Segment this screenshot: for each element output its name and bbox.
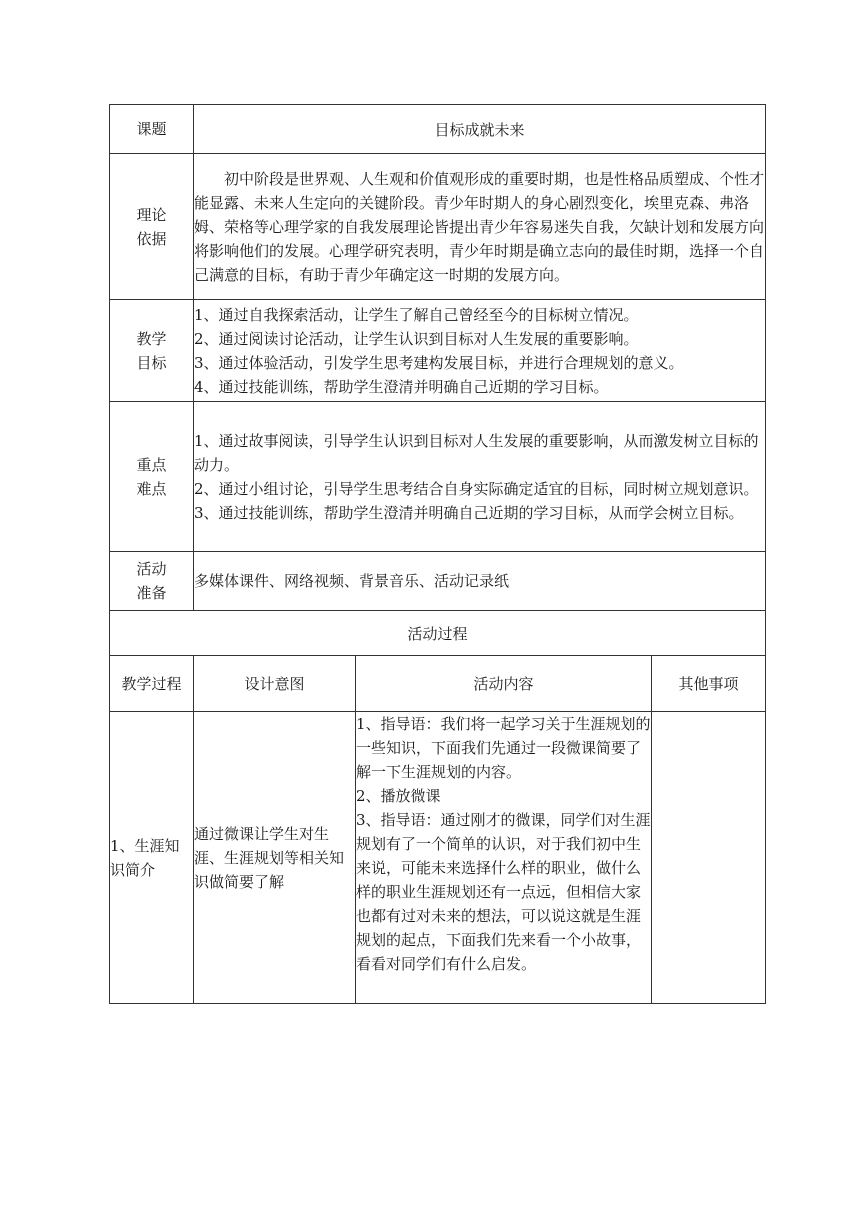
column-header-other: 其他事项 [652, 656, 766, 712]
preparation-row [110, 552, 766, 611]
column-header-intent: 设计意图 [194, 656, 356, 712]
key-point-item: 1、通过故事阅读，引导学生认识到目标对人生发展的重要影响，从而激发树立目标的动力。 [194, 431, 759, 474]
goal-item: 3、通过体验活动，引发学生思考建构发展目标，并进行合理规划的意义。 [194, 353, 684, 372]
theory-text: 初中阶段是世界观、人生观和价值观形成的重要时期，也是性格品质塑成、个性才能显露、未来人生定向的关键阶段。青少年时期人的身心剧烈变化，埃里克森、弗洛姆、荣格等心理学家的自我发展理论皆提出青少年容易迷失自我，欠缺计划和发展方向将影响他们的发展。心理学研究表明，青少年时期是确立志向的最佳时期，选择一个自己满意的目标，有助于青少年确定这一时期的发展方向。 [194, 169, 765, 284]
key-point-item: 3、通过技能训练，帮助学生澄清并明确自己近期的学习目标，从而学会树立目标。 [194, 503, 744, 522]
theory-label-line: 理论 [136, 205, 167, 224]
theory-label [110, 154, 194, 300]
theory-label-line: 依据 [136, 229, 167, 248]
process-intent: 通过微课让学生对生涯、生涯规划等相关知识做简要了解 [194, 712, 356, 1004]
column-header-content: 活动内容 [356, 656, 652, 712]
preparation-label-line: 准备 [136, 584, 167, 602]
column-header-stage: 教学过程 [110, 656, 194, 712]
theory-row [110, 154, 766, 300]
key-points-list [194, 402, 766, 552]
process-title: 活动过程 [110, 611, 766, 656]
preparation-label [110, 552, 194, 611]
goals-label-line: 教学 [136, 329, 167, 348]
process-header-row [110, 656, 766, 712]
key-point-item: 2、通过小组讨论，引导学生思考结合自身实际确定适宜的目标，同时树立规划意识。 [194, 479, 759, 498]
topic-value: 目标成就未来 [194, 105, 766, 154]
preparation-text: 多媒体课件、网络视频、背景音乐、活动记录纸 [194, 552, 766, 611]
goal-item: 4、通过技能训练，帮助学生澄清并明确自己近期的学习目标。 [194, 377, 609, 396]
process-title-row [110, 611, 766, 656]
process-row [110, 712, 766, 1004]
process-content-item: 2、播放微课 [356, 787, 441, 805]
goal-item: 1、通过自我探索活动，让学生了解自己曾经至今的目标树立情况。 [194, 305, 639, 324]
process-content-item: 1、指导语：我们将一起学习关于生涯规划的一些知识，下面我们先通过一段微课简要了解一下生涯规划的内容。 [356, 715, 651, 781]
goal-item: 2、通过阅读讨论活动，让学生认识到目标对人生发展的重要影响。 [194, 329, 639, 348]
goals-list [194, 300, 766, 402]
key-points-label-line: 重点 [136, 455, 167, 474]
lesson-plan-table [109, 104, 766, 1004]
key-points-label-line: 难点 [136, 479, 167, 498]
process-content-item: 3、指导语：通过刚才的微课，同学们对生涯规划有了一个简单的认识，对于我们初中生来说，可能未来选择什么样的职业，做什么样的职业生涯规划还有一点远，但相信大家也都有过对未来的想法，可以说这就是生涯规划的起点，下面我们先来看一个小故事，看看对同学们有什么启发。 [356, 811, 651, 973]
goals-row [110, 300, 766, 402]
topic-label: 课题 [110, 105, 194, 154]
goals-label [110, 300, 194, 402]
topic-row [110, 105, 766, 154]
process-content [356, 712, 652, 1004]
preparation-label-line: 活动 [136, 560, 167, 578]
key-points-row [110, 402, 766, 552]
process-stage: 1、生涯知识简介 [110, 712, 194, 1004]
key-points-label [110, 402, 194, 552]
theory-text-cell [194, 154, 766, 300]
process-other [652, 712, 766, 1004]
goals-label-line: 目标 [136, 353, 167, 372]
